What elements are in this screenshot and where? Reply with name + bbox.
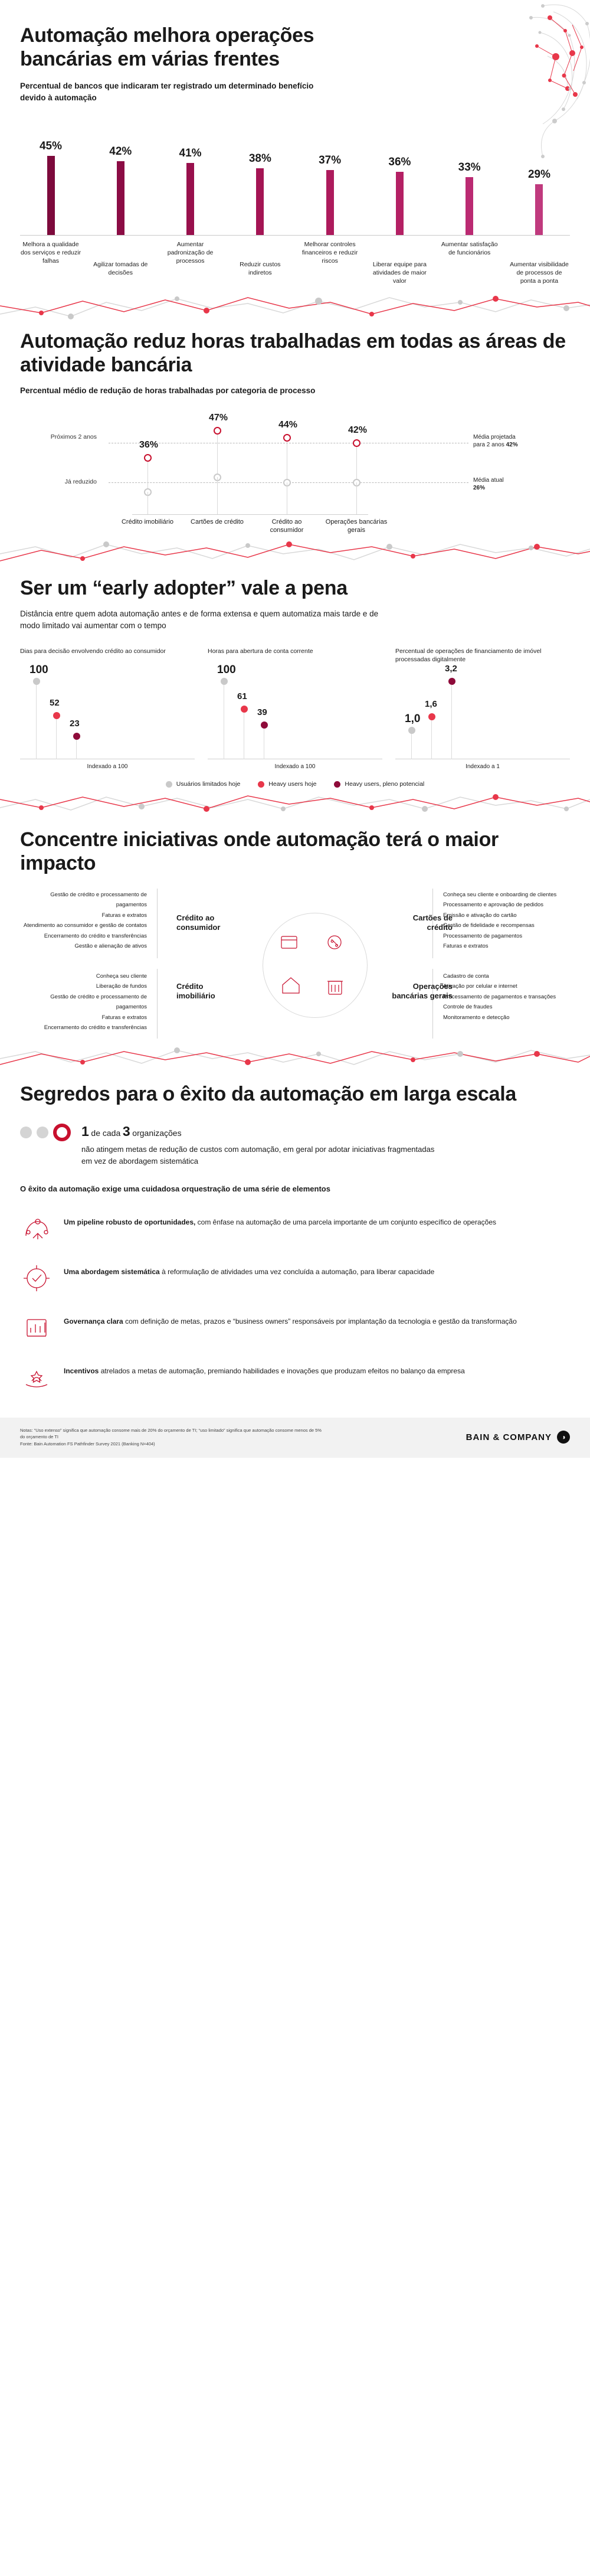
quadrant-list-item: Gestão e alienação de ativos	[74, 943, 147, 950]
success-item-text	[64, 1361, 465, 1377]
bar	[256, 168, 264, 236]
quadrant-rule-left-bottom	[157, 969, 158, 1039]
bar-value-label: 37%	[319, 154, 342, 167]
quadrant-label-credit-cards: Cartões de crédito	[412, 913, 453, 932]
legend-swatch	[166, 781, 172, 788]
dot-next-2-years	[353, 439, 360, 447]
quadrant-rule-left-top	[157, 889, 158, 958]
quadrant-list-left-top	[20, 890, 147, 952]
panel-dot-dark	[73, 733, 80, 740]
quadrant-label-mortgage: Crédito imobiliário	[176, 981, 215, 1000]
panel-dot-red	[428, 713, 435, 720]
bar-category-label: Reduzir custos indiretos	[240, 261, 281, 277]
quadrant-list-item: Processamento de pagamentos	[443, 932, 523, 939]
panel-dot-red	[53, 712, 60, 719]
axis-label-already-reduced: Já reduzido	[64, 478, 97, 485]
quadrant-list-item: Processamento e aprovação de pedidos	[443, 902, 544, 909]
section-hours-reduction	[0, 326, 590, 536]
dot-chart-hours	[20, 412, 570, 536]
panel-title: Dias para decisão envolvendo crédito ao consumidor	[20, 648, 166, 655]
quadrant-list-item: Monitoramento e detecção	[443, 1014, 510, 1021]
stat-description: não atingem metas de redução de custos com automação, em geral por adotar iniciativas fragmentadas em vez de abordagem sistemática	[81, 1145, 435, 1165]
bar-item	[20, 117, 81, 236]
legend-label: Usuários limitados hoje	[176, 781, 241, 788]
dot-value-label: 36%	[139, 439, 159, 450]
panel-title: Percentual de operações de financiamento de imóvel processadas digitalmente	[395, 648, 542, 664]
orchestration-line: O êxito da automação exige uma cuidadosa orquestração de uma série de elementos	[20, 1184, 330, 1194]
quadrant-list-item: Gestão de fidelidade e recompensas	[443, 922, 535, 929]
bar-item	[509, 117, 570, 236]
panel-dot-dark	[448, 678, 455, 685]
bar-value-label: 38%	[248, 152, 271, 165]
adopter-panel	[208, 647, 382, 770]
bar	[47, 156, 55, 236]
bar-value-label: 36%	[388, 156, 411, 169]
category-label: Crédito ao consumidor	[270, 518, 304, 534]
early-adopter-legend	[20, 781, 570, 788]
panel-value-label: 52	[50, 697, 60, 708]
card-icon	[281, 936, 297, 948]
panel-value-label: 39	[257, 707, 267, 717]
success-item-bold: Governança clara	[64, 1317, 123, 1326]
bar	[186, 163, 194, 236]
panel-value-label: 1,6	[425, 699, 437, 710]
section1-subtitle: Percentual de bancos que indicaram ter registrado um determinado benefício devido à automação	[20, 81, 314, 102]
quadrant-list-item: Processamento de pagamentos e transações	[443, 993, 556, 1000]
category-tick-line	[356, 482, 357, 514]
category-tick-line	[217, 477, 218, 514]
success-item-text	[64, 1212, 496, 1228]
quadrant-label-consumer-credit: Crédito ao consumidor	[176, 913, 221, 932]
checklist-icon	[20, 1262, 53, 1295]
bar-value-label: 29%	[527, 168, 550, 181]
section1-title: Automação melhora operações bancárias em várias frentes	[20, 24, 314, 71]
stat-de: de cada	[91, 1128, 121, 1138]
section3-title: Ser um “early adopter” vale a pena	[20, 576, 348, 599]
axis-label-next-2-years: Próximos 2 anos	[50, 433, 97, 441]
panel-stem	[431, 717, 432, 759]
section-success-secrets	[0, 1078, 590, 1403]
panel-stem	[36, 681, 37, 759]
panel-axis-label: Indexado a 100	[274, 763, 316, 770]
bar-value-label: 41%	[179, 147, 202, 160]
bar-item	[160, 117, 221, 236]
success-item	[20, 1353, 570, 1402]
quadrant-list-item: Faturas e extratos	[101, 912, 147, 919]
stat-dot-grey-2	[37, 1127, 48, 1138]
quadrant-diagram	[20, 889, 570, 1042]
bar-value-label: 33%	[458, 161, 481, 174]
connector-line	[356, 443, 357, 482]
panel-value-label: 100	[217, 664, 236, 677]
panel-dot-red	[241, 706, 248, 713]
quadrant-list-item: Encerramento do crédito e transferências	[44, 1024, 147, 1031]
panel-value-label: 3,2	[445, 664, 457, 674]
success-item-rest: com definição de metas, prazos e “business owners” responsáveis por implantação da tecnologia e gestão da transformação	[123, 1317, 517, 1326]
quadrant-list-item: Conheça seu cliente	[96, 972, 147, 980]
brand-logo	[466, 1431, 570, 1444]
stat-org: organizações	[132, 1128, 182, 1138]
legend-swatch	[334, 781, 340, 788]
section-early-adopter	[0, 572, 590, 788]
bar-value-label: 42%	[109, 145, 132, 158]
stat-text	[81, 1121, 435, 1167]
bar-category-label: Aumentar padronização de processos	[167, 241, 214, 265]
brand-mark-icon: ◑	[557, 1431, 570, 1444]
bar-item	[230, 117, 291, 236]
quadrant-list-item: Cadastro de conta	[443, 972, 489, 980]
divider-wave-2	[0, 536, 590, 572]
quadrant-list-item: Faturas e extratos	[443, 943, 489, 950]
connector-line	[217, 430, 218, 478]
adopter-panel	[395, 647, 570, 770]
ref-label-current-a: Média atual	[473, 476, 504, 484]
dot-next-2-years	[144, 454, 152, 462]
bar	[535, 184, 543, 236]
success-item-bold: Um pipeline robusto de oportunidades,	[64, 1218, 196, 1227]
panel-axis-label: Indexado a 1	[466, 763, 500, 770]
quadrant-list-item: Controle de fraudes	[443, 1004, 493, 1011]
quadrant-list-item: Emissão e ativação do cartão	[443, 912, 517, 919]
panel-stem	[411, 730, 412, 760]
success-item	[20, 1204, 570, 1253]
dot-value-label: 47%	[209, 412, 228, 423]
dot-value-label: 44%	[278, 420, 298, 430]
section5-title: Segredos para o êxito da automação em larga escala	[20, 1082, 517, 1105]
legend-item	[258, 781, 316, 788]
legend-label: Heavy users hoje	[268, 781, 317, 788]
section-benefits	[0, 0, 590, 290]
panel-title: Horas para abertura de conta corrente	[208, 648, 313, 655]
stat-number2: 3	[122, 1123, 130, 1139]
category-axis-line	[132, 514, 368, 515]
adopter-panel	[20, 647, 195, 770]
quadrant-list-item: Atendimento ao consumidor e gestão de contatos	[23, 922, 147, 929]
legend-label: Heavy users, pleno potencial	[345, 781, 425, 788]
bar-category-label: Agilizar tomadas de decisões	[93, 261, 148, 277]
stat-dot-grey-1	[20, 1127, 32, 1138]
governance-icon	[20, 1311, 53, 1344]
category-label: Operações bancárias gerais	[325, 518, 388, 534]
panel-stem	[56, 716, 57, 759]
quadrant-icons-group	[265, 915, 365, 1016]
ref-label-projected-value: 42%	[506, 441, 518, 448]
house-icon	[283, 978, 299, 993]
bar	[117, 161, 124, 236]
dot-value-label: 42%	[348, 425, 368, 435]
bar-chart-benefits	[20, 117, 570, 236]
panel-value-label: 100	[30, 664, 48, 677]
panel-value-label: 23	[70, 718, 80, 729]
quadrant-list-item: Gestão de crédito e processamento de pagamentos	[50, 891, 147, 909]
bar-category-label: Melhora a qualidade dos serviços e reduzir falhas	[20, 241, 81, 265]
success-item-rest: atrelados a metas de automação, premiando habilidades e inovações que produzam efeitos no balanço da empresa	[99, 1367, 465, 1376]
dot-next-2-years	[283, 434, 291, 442]
ref-label-projected-b: para 2 anos	[473, 441, 506, 448]
ref-label-current-value: 26%	[473, 484, 486, 491]
panel-axis-label: Indexado a 100	[87, 763, 128, 770]
panel-plot	[395, 664, 570, 759]
bar	[396, 172, 404, 236]
success-item	[20, 1253, 570, 1303]
success-item-bold: Incentivos	[64, 1367, 99, 1376]
success-item-text	[64, 1262, 434, 1278]
footer-note-line: Fonte: Bain Automation FS Pathfinder Survey 2021 (Banking N=404)	[20, 1441, 155, 1447]
stat-row	[20, 1121, 570, 1167]
bar-item	[369, 117, 430, 236]
category-label: Cartões de crédito	[191, 518, 244, 525]
panel-dot-grey	[408, 727, 415, 734]
section2-title: Automação reduz horas trabalhadas em todas as áreas de atividade bancária	[20, 329, 566, 377]
divider-wave-1	[0, 290, 590, 326]
quadrant-list-item: Liberação de fundos	[96, 983, 147, 990]
brand-name: BAIN & COMPANY	[466, 1432, 552, 1442]
legend-item	[166, 781, 241, 788]
legend-item	[334, 781, 424, 788]
panel-value-label: 1,0	[405, 712, 421, 725]
incentives-icon	[20, 1361, 53, 1394]
stat-dots	[20, 1121, 71, 1141]
bar	[466, 177, 473, 236]
success-item-rest: à reformulação de atividades uma vez concluída a automação, para liberar capacidade	[159, 1268, 435, 1276]
dot-next-2-years	[214, 427, 221, 435]
success-item-rest: com ênfase na automação de uma parcela importante de um conjunto específico de operações	[195, 1218, 496, 1227]
ref-label-projected	[473, 433, 518, 449]
bar-item	[299, 117, 360, 236]
section3-desc: Distância entre quem adota automação antes e de forma extensa e quem automatiza mais tarde e de modo limitado vai aumentar com o tempo	[20, 609, 379, 631]
legend-swatch	[258, 781, 264, 788]
bar-item	[439, 117, 500, 236]
ref-label-projected-a: Média projetada	[473, 433, 516, 440]
bar-category-label: Aumentar visibilidade de processos de ponta a ponta	[510, 261, 569, 285]
panel-dot-grey	[33, 678, 40, 685]
chart-baseline	[20, 235, 570, 236]
divider-wave-4	[0, 1042, 590, 1078]
quadrant-list-item: Encerramento do crédito e transferências	[44, 932, 147, 939]
footer	[0, 1418, 590, 1458]
section-initiatives	[0, 823, 590, 1041]
section4-title: Concentre iniciativas onde automação terá o maior impacto	[20, 828, 499, 875]
bar	[326, 170, 334, 236]
ref-label-current	[473, 476, 504, 492]
panel-value-label: 61	[237, 691, 247, 702]
quadrant-list-item: Ativação por celular e internet	[443, 983, 517, 990]
quadrant-list-left-bottom	[20, 971, 147, 1033]
category-label: Crédito imobiliário	[121, 518, 174, 525]
panel-dot-grey	[221, 678, 228, 685]
quadrant-center	[165, 889, 466, 1042]
success-item-bold: Uma abordagem sistemática	[64, 1268, 160, 1276]
panel-dot-dark	[261, 721, 268, 729]
success-items-list	[20, 1204, 570, 1402]
bar-category-label: Aumentar satisfação de funcionários	[441, 241, 498, 257]
quadrant-list-item: Gestão de crédito e processamento de pagamentos	[50, 993, 147, 1011]
footer-note-line: Notas: “Uso extenso” significa que automação consome mais de 20% do orçamento de TI; “uso limitado” significa que automação consome menos de 5% do orçamento de TI	[20, 1428, 322, 1440]
bar-category-label: Liberar equipe para atividades de maior valor	[372, 261, 427, 285]
quadrant-label-general-banking: Operações bancárias gerais	[392, 981, 453, 1000]
stat-number: 1	[81, 1123, 89, 1139]
quadrant-list-item: Conheça seu cliente e onboarding de clientes	[443, 891, 557, 898]
bar-chart-labels	[20, 241, 570, 286]
divider-wave-3	[0, 788, 590, 823]
bar-item	[90, 117, 151, 236]
bar-value-label: 45%	[39, 140, 63, 153]
success-item-text	[64, 1311, 517, 1327]
section2-subtitle: Percentual médio de redução de horas trabalhadas por categoria de processo	[20, 386, 316, 396]
pipeline-icon	[20, 1212, 53, 1245]
panel-plot	[208, 664, 382, 759]
panel-plot	[20, 664, 195, 759]
bar-category-label: Melhorar controles financeiros e reduzir riscos	[301, 241, 358, 265]
early-adopter-panels	[20, 647, 570, 770]
panel-stem	[451, 681, 452, 759]
quadrant-list-item: Faturas e extratos	[101, 1014, 147, 1021]
stat-dot-highlight	[53, 1124, 71, 1141]
success-item	[20, 1303, 570, 1353]
footer-notes	[20, 1427, 327, 1447]
